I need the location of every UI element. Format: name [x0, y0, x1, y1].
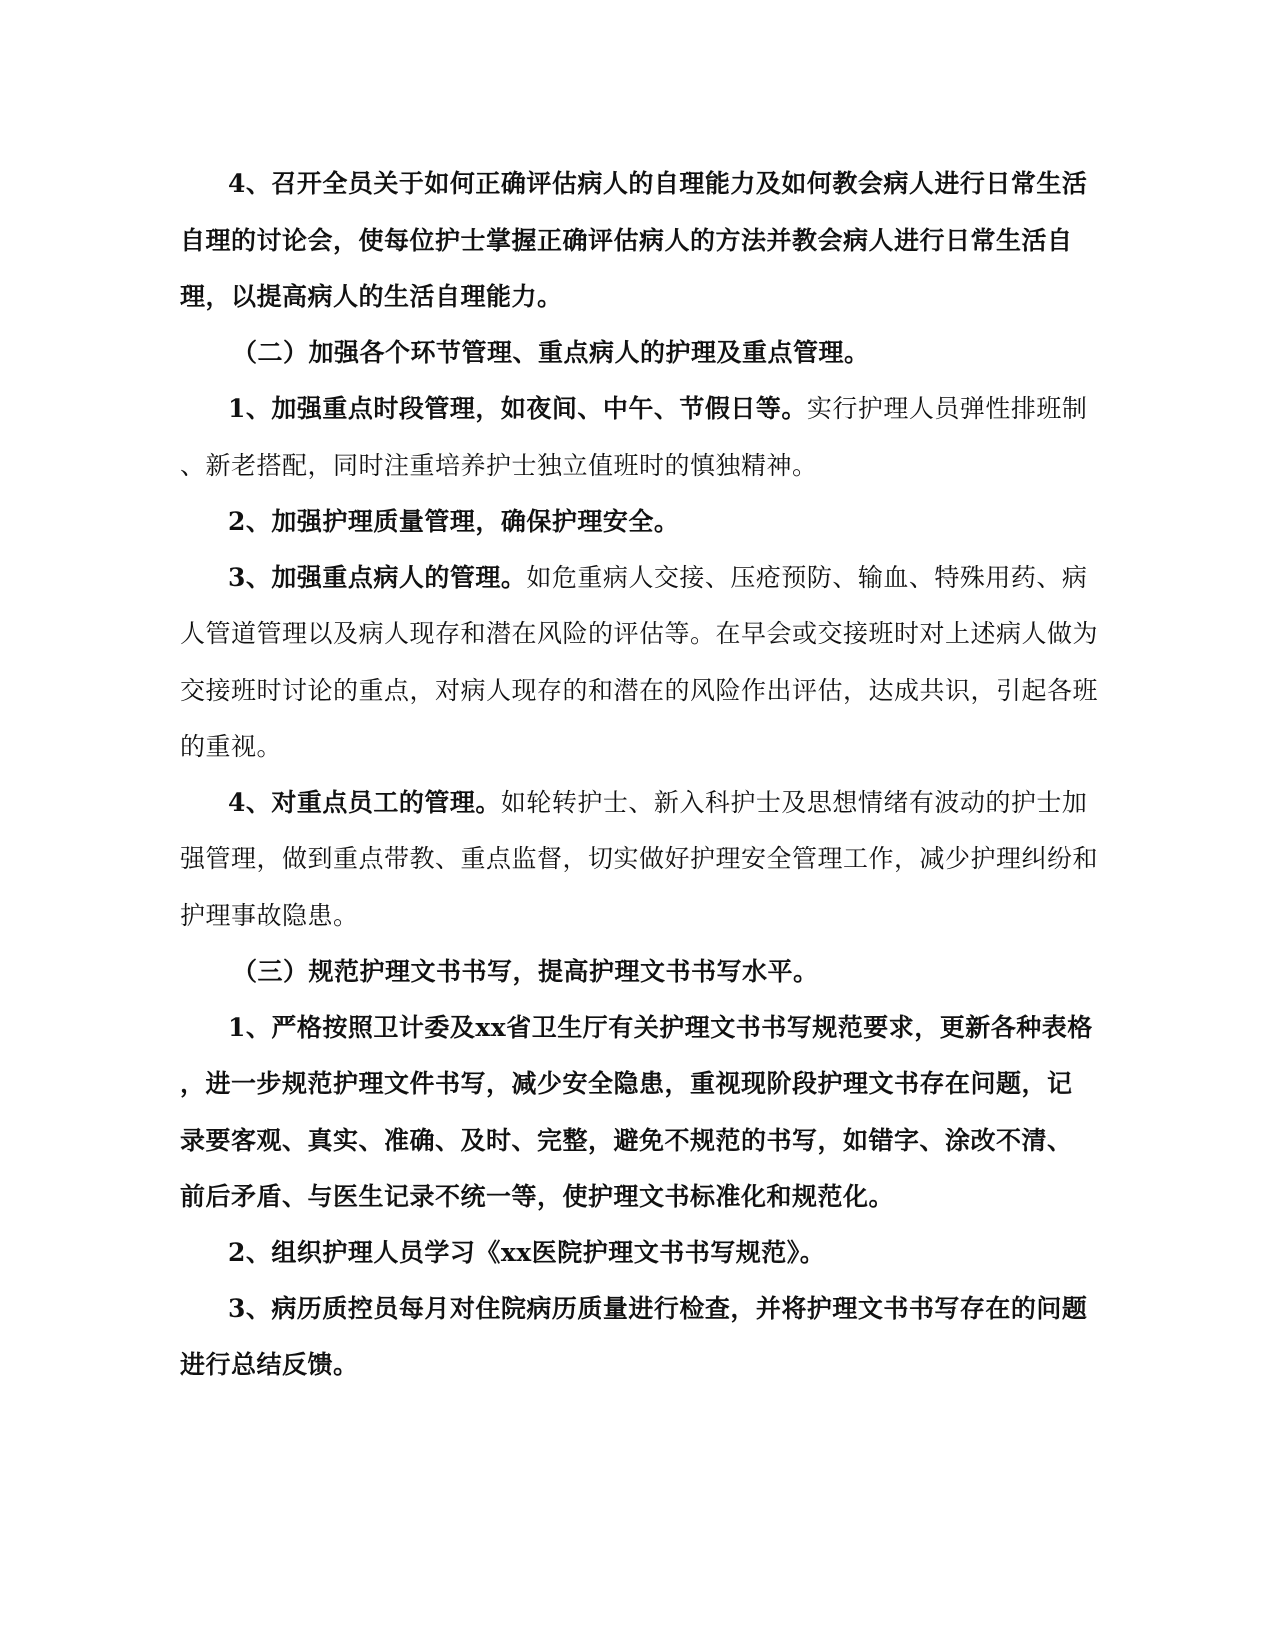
text-run: 护理事故隐患。 — [180, 901, 359, 930]
text-line — [180, 281, 563, 313]
text-run: 人管道管理以及病人现存和潜在风险的评估等。在早会或交接班时对上述病人做为 — [180, 619, 1099, 648]
text-line — [228, 1237, 825, 1269]
text-line — [228, 562, 1087, 594]
text-line — [180, 900, 359, 932]
text-line — [228, 168, 1087, 200]
bold-text-run: （三）规范护理文书书写，提高护理文书书写水平。 — [232, 957, 819, 986]
text-run: 强管理，做到重点带教、重点监督，切实做好护理安全管理工作，减少护理纠纷和 — [180, 844, 1099, 873]
text-run: 、新老搭配，同时注重培养护士独立值班时的慎独精神。 — [180, 451, 818, 480]
bold-text-run: 1、严格按照卫计委及xx省卫生厅有关护理文书书写规范要求，更新各种表格 — [228, 1013, 1093, 1042]
text-line — [180, 675, 1098, 707]
text-line — [232, 956, 819, 988]
bold-text-run: 理，以提高病人的生活自理能力。 — [180, 282, 563, 311]
text-run: 如轮转护士、新入科护士及思想情绪有波动的护士加 — [500, 788, 1088, 817]
bold-text-run: ，进一步规范护理文件书写，减少安全隐患，重视现阶段护理文书存在问题，记 — [180, 1069, 1073, 1098]
bold-text-run: 3、加强重点病人的管理。 — [228, 563, 527, 592]
text-line — [180, 843, 1098, 875]
text-run: 实行护理人员弹性排班制 — [806, 394, 1088, 423]
text-line — [228, 393, 1087, 425]
bold-text-run: 前后矛盾、与医生记录不统一等，使护理文书标准化和规范化。 — [180, 1182, 895, 1211]
text-run: 的重视。 — [180, 732, 283, 761]
bold-text-run: 4、对重点员工的管理。 — [228, 788, 501, 817]
bold-text-run: 1、加强重点时段管理，如夜间、中午、节假日等。 — [228, 394, 807, 423]
text-line — [180, 618, 1098, 650]
text-line — [180, 1068, 1073, 1100]
text-line — [228, 506, 679, 538]
bold-text-run: 2、加强护理质量管理，确保护理安全。 — [228, 507, 680, 536]
text-line — [180, 1181, 894, 1213]
text-line — [180, 731, 282, 763]
text-line — [180, 1349, 359, 1381]
text-line — [180, 1125, 1073, 1157]
bold-text-run: （二）加强各个环节管理、重点病人的护理及重点管理。 — [232, 338, 870, 367]
bold-text-run: 录要客观、真实、准确、及时、完整，避免不规范的书写，如错字、涂改不清、 — [180, 1126, 1073, 1155]
text-line — [232, 337, 870, 369]
bold-text-run: 自理的讨论会，使每位护士掌握正确评估病人的方法并教会病人进行日常生活自 — [180, 226, 1073, 255]
bold-text-run: 4、召开全员关于如何正确评估病人的自理能力及如何教会病人进行日常生活 — [228, 169, 1088, 198]
text-run: 如危重病人交接、压疮预防、输血、特殊用药、病 — [526, 563, 1088, 592]
bold-text-run: 2、组织护理人员学习《xx医院护理文书书写规范》。 — [228, 1238, 826, 1267]
text-line — [228, 1293, 1087, 1325]
text-line — [228, 787, 1087, 819]
text-run: 交接班时讨论的重点，对病人现存的和潜在的风险作出评估，达成共识，引起各班 — [180, 676, 1099, 705]
bold-text-run: 进行总结反馈。 — [180, 1350, 359, 1379]
bold-text-run: 3、病历质控员每月对住院病历质量进行检查，并将护理文书书写存在的问题 — [228, 1294, 1088, 1323]
text-line — [180, 450, 818, 482]
text-line — [228, 1012, 1093, 1044]
text-line — [180, 225, 1073, 257]
